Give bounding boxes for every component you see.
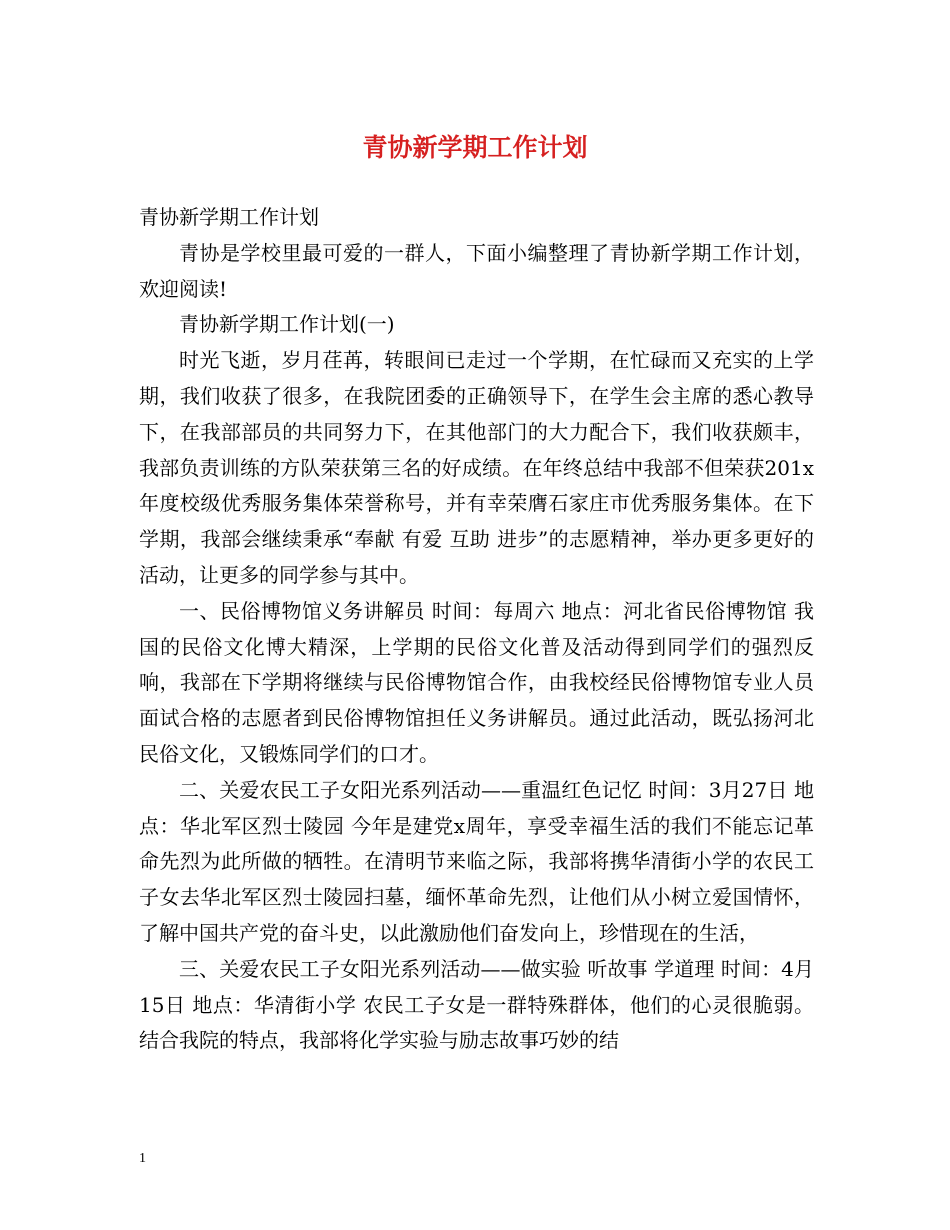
intro-paragraph: 青协是学校里最可爱的一群人，下面小编整理了青协新学期工作计划，欢迎阅读! [139, 240, 814, 301]
body-paragraph: 一、民俗博物馆义务讲解员 时间：每周六 地点：河北省民俗博物馆 我国的民俗文化博大精深，上学期的民俗文化普及活动得到同学们的强烈反响，我部在下学期将继续与民俗博物馆合作，由我校经民俗博物馆专业人员面试合格的志愿者到民俗博物馆担任义务讲解员。通过此活动，既弘扬河北民俗文化，又锻炼同学们的口才。 [139, 598, 814, 766]
document-subtitle: 青协新学期工作计划 [139, 205, 319, 229]
body-paragraph: 三、关爱农民工子女阳光系列活动——做实验 听故事 学道理 时间：4月15日 地点：华清街小学 农民工子女是一群特殊群体，他们的心灵很脆弱。结合我院的特点，我部将化学实验与励志故事巧妙的结 [139, 956, 814, 1053]
document-title: 青协新学期工作计划 [362, 133, 588, 162]
body-paragraph: 二、关爱农民工子女阳光系列活动——重温红色记忆 时间：3月27日 地点：华北军区烈士陵园 今年是建党x周年，享受幸福生活的我们不能忘记革命先烈为此所做的牺牲。在清明节来临之际，我部将携华清街小学的农民工子女去华北军区烈士陵园扫墓，缅怀革命先烈，让他们从小树立爱国情怀，了解中国共产党的奋斗史，以此激励他们奋发向上，珍惜现在的生活， [139, 777, 814, 945]
section-heading: 青协新学期工作计划(一) [179, 312, 395, 337]
page-number: 1 [139, 1151, 146, 1166]
document-body [139, 200, 814, 1059]
body-paragraph: 时光飞逝，岁月荏苒，转眼间已走过一个学期，在忙碌而又充实的上学期，我们收获了很多，在我院团委的正确领导下，在学生会主席的悉心教导下，在我部部员的共同努力下，在其他部门的大力配合下，我们收获颇丰，我部负责训练的方队荣获第三名的好成绩。在年终总结中我部不但荣获201x年度校级优秀服务集体荣誉称号，并有幸荣膺石家庄市优秀服务集体。在下学期，我部会继续秉承“奉献 有爱 互助 进步”的志愿精神，举办更多更好的活动，让更多的同学参与其中。 [139, 348, 814, 587]
